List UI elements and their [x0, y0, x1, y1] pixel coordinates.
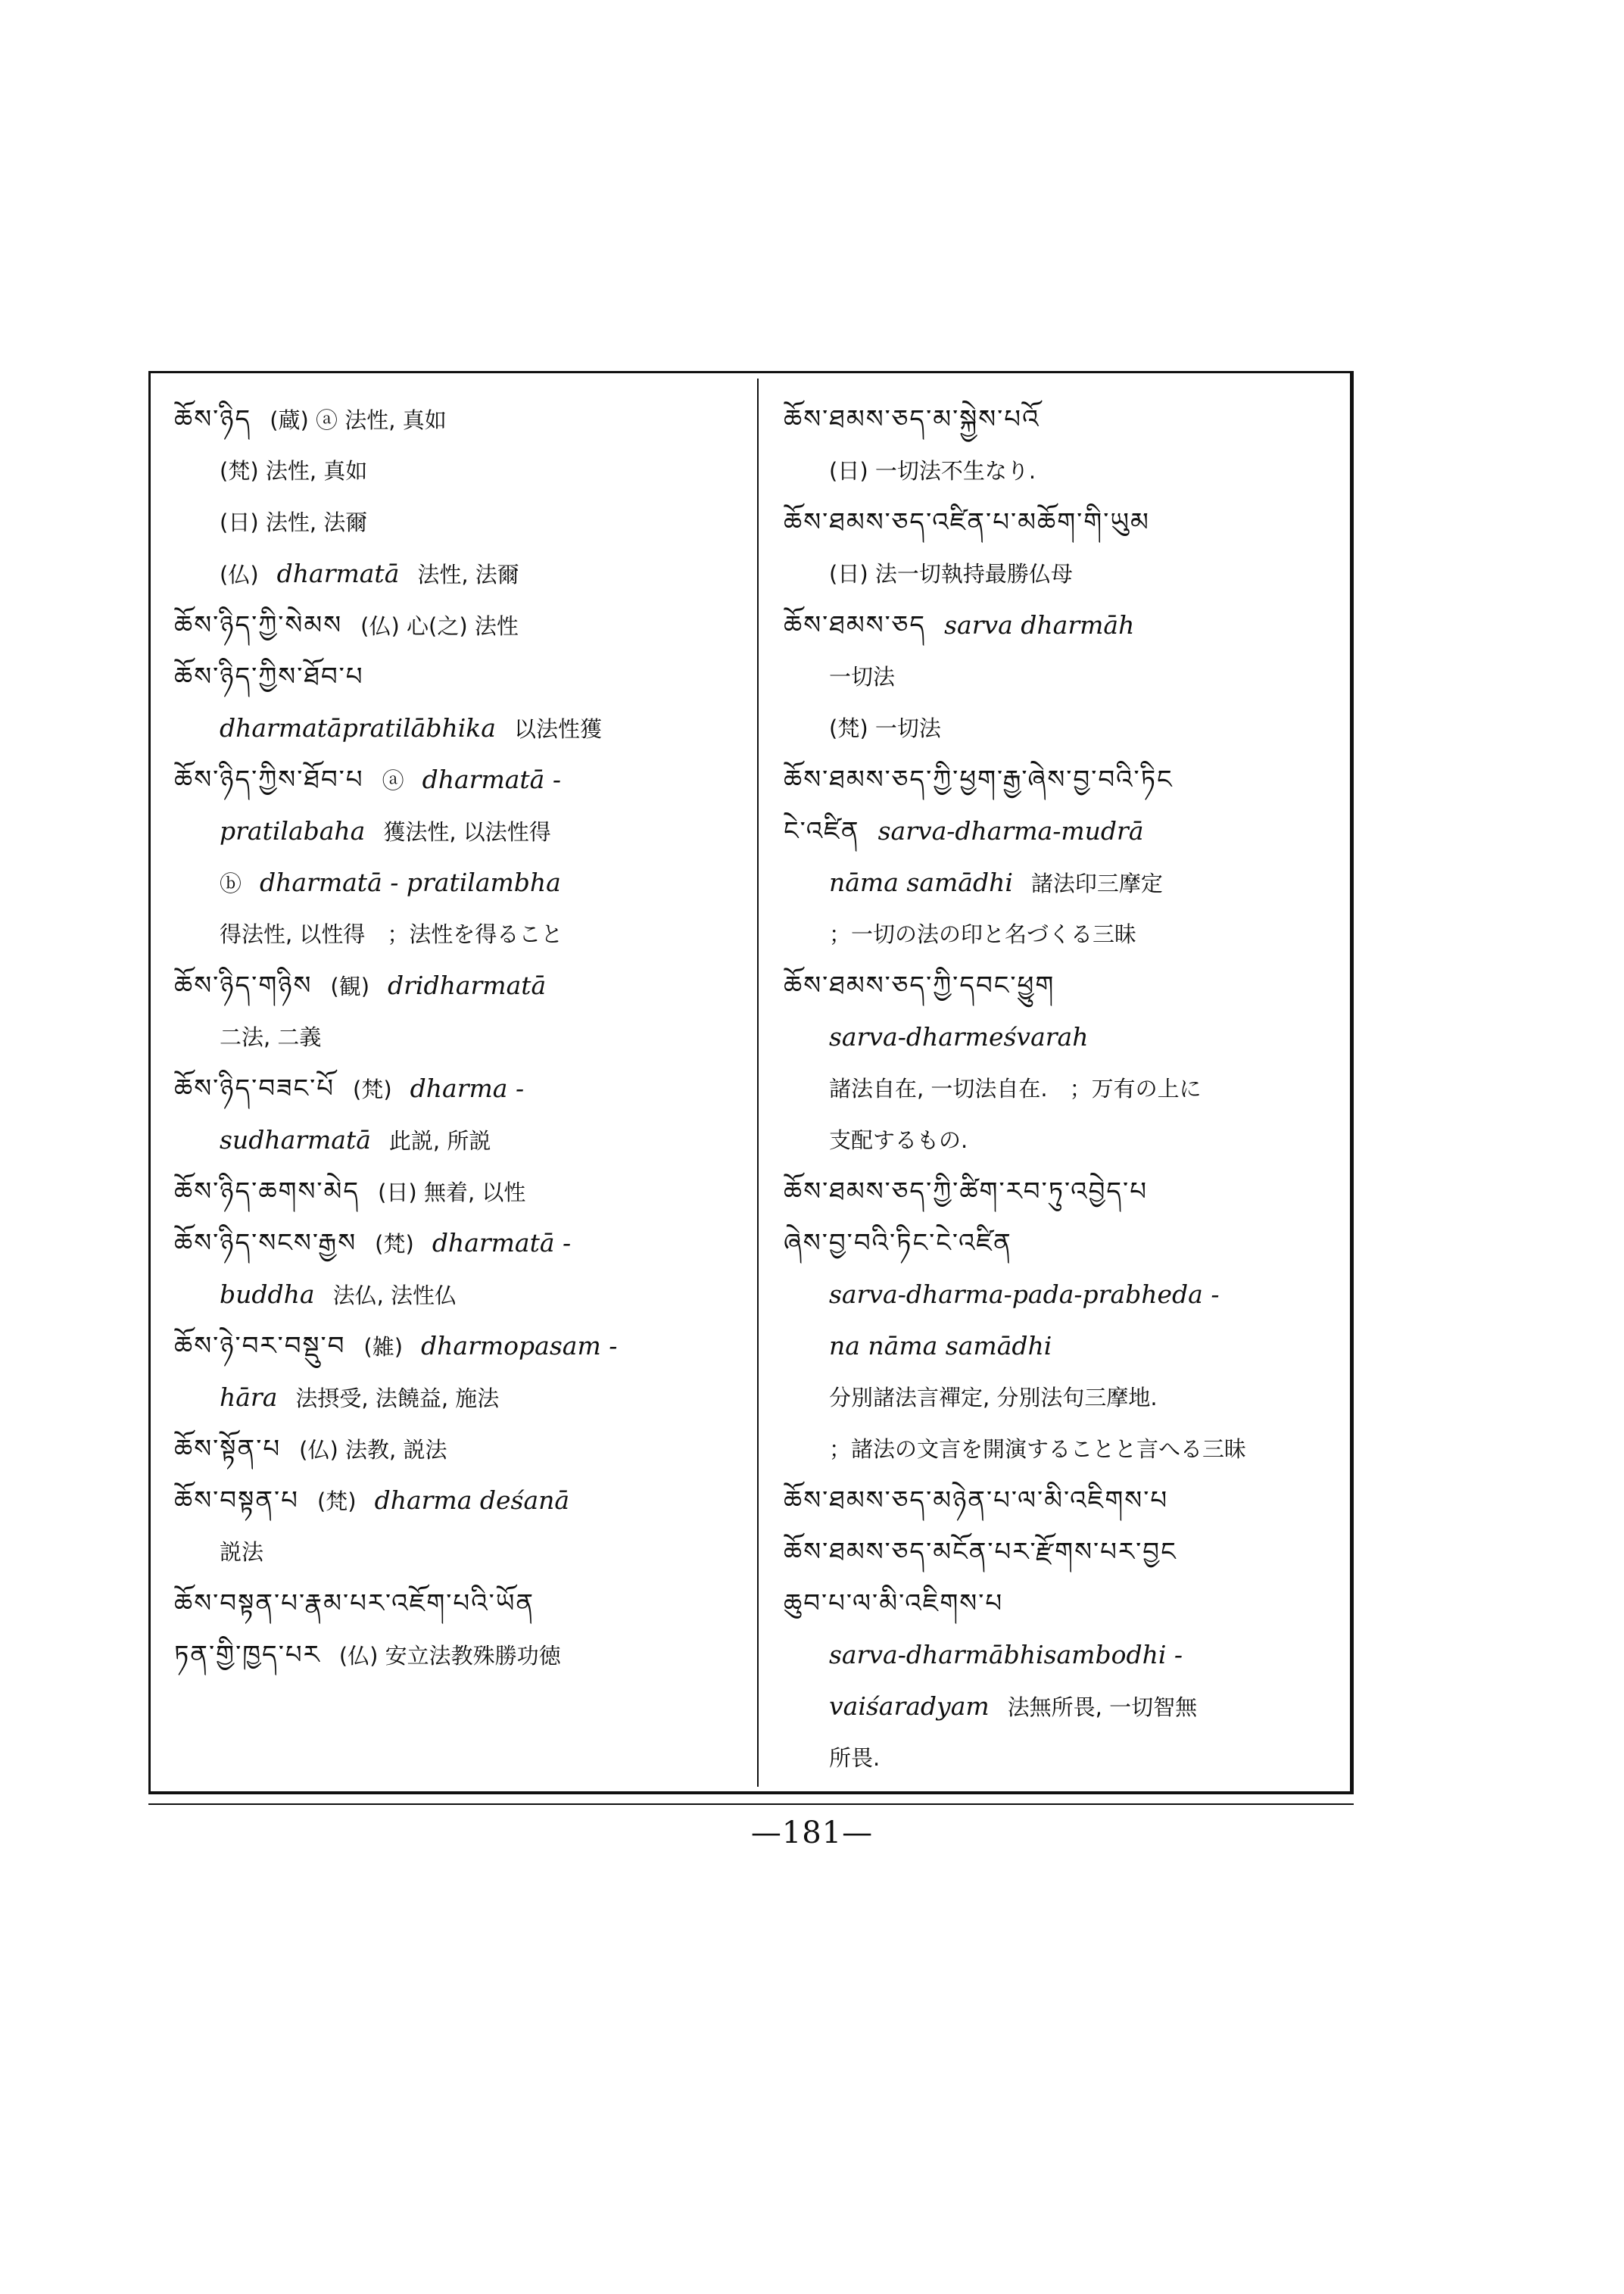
entry-line [174, 1217, 738, 1269]
tibetan-term: ཏན་གྱི་ཁྱད་པར [174, 1640, 321, 1670]
entry-line [174, 1011, 738, 1063]
tibetan-term: ཆོས་ཐམས་ཅད་ཀྱི་དབང་ཕྱུག [784, 971, 1055, 1001]
gloss-text: (雑) [363, 1334, 404, 1360]
entry-line [174, 1629, 738, 1681]
gloss-text: 一切法 [829, 664, 896, 690]
entry-line [784, 703, 1340, 754]
gloss-text: 獲法性, 以法性得 [383, 819, 551, 845]
entry-line [174, 1475, 738, 1526]
sanskrit-term: sudharmatā [220, 1125, 371, 1155]
entry-line [784, 600, 1340, 651]
tibetan-term: ཆོས་སྟོན་པ [174, 1434, 282, 1464]
entry-line [174, 1114, 738, 1166]
tibetan-term: ཆོས་བསྟན་པ་རྣམ་པར་འཇོག་པའི་ཡོན [174, 1588, 535, 1619]
tibetan-term: ཆོས་ཉིད་ཆགས་མེད [174, 1177, 360, 1207]
entry-line [174, 1166, 738, 1217]
entry-line [784, 960, 1340, 1011]
entry-line [784, 1681, 1340, 1732]
tibetan-term: ཆོས་ཉིད་གཉིས [174, 971, 313, 1001]
gloss-text: (日) 無着, 以性 [378, 1180, 526, 1205]
tibetan-term: ཞེས་བྱ་བའི་ཏིང་ངེ་འཛིན [784, 1228, 1012, 1258]
entry-line [174, 600, 738, 651]
tibetan-term: ཆོས་ཉིད་བཟང་པོ [174, 1074, 335, 1104]
tibetan-term: ཆོས་ཐམས་ཅད་མ་སྐྱེས་པའོ [784, 404, 1040, 435]
tibetan-term: ཆོས་ཉིད་ཀྱིས་ཐོབ་པ [174, 662, 364, 692]
gloss-text: (梵) [353, 1077, 392, 1102]
sanskrit-term: dridharmatā [388, 971, 547, 1000]
entry-line [174, 1372, 738, 1423]
gloss-text: 以法性獲 [513, 716, 602, 742]
gloss-text: 分別諸法言禪定, 分別法句三摩地. [829, 1385, 1158, 1410]
entry-line [784, 806, 1340, 857]
tibetan-term: ཆོས་ཐམས་ཅད [784, 610, 927, 641]
sanskrit-term: sarva dharmāh [944, 610, 1135, 640]
entry-line [784, 1166, 1340, 1217]
gloss-text: 法摂受, 法饒益, 施法 [295, 1385, 500, 1411]
gloss-text: (観) [330, 974, 370, 999]
sanskrit-term: dharma deśanā [374, 1485, 570, 1515]
entry-line [174, 703, 738, 754]
sanskrit-term: sarva-dharma-pada-prabheda - [829, 1279, 1220, 1309]
gloss-text: 二法, 二義 [220, 1024, 322, 1050]
sanskrit-term: sarva-dharmeśvarah [829, 1022, 1089, 1052]
gloss-text: 法性, 法爾 [417, 562, 519, 588]
tibetan-term: ཆོས་ཉིད་ཀྱིས་ཐོབ་པ [174, 765, 364, 795]
page-number: —181— [750, 1816, 874, 1850]
sanskrit-term: nāma samādhi [829, 868, 1013, 897]
tibetan-term: ཆོས་བསྟན་པ [174, 1485, 299, 1516]
entry-line [784, 548, 1340, 600]
gloss-text: ⓑ [220, 871, 242, 896]
gloss-text: 此説, 所説 [388, 1128, 491, 1154]
entry-line [784, 1114, 1340, 1166]
entry-line [784, 1629, 1340, 1681]
entry-line [784, 651, 1340, 703]
gloss-text: (梵) 法性, 真如 [220, 458, 368, 484]
entry-line [174, 1320, 738, 1372]
gloss-text: 法無所畏, 一切智無 [1007, 1694, 1198, 1720]
entry-line [784, 1269, 1340, 1320]
entry-line [174, 1423, 738, 1475]
entry-line [784, 857, 1340, 909]
bottom-rule [148, 1803, 1354, 1805]
sanskrit-term: dharmopasam - [421, 1331, 618, 1361]
entry-line [784, 909, 1340, 960]
entry-line [784, 1217, 1340, 1269]
sanskrit-term: dharmatāpratilābhika [220, 713, 496, 743]
entry-line [174, 806, 738, 857]
gloss-text: 所畏. [829, 1745, 881, 1771]
sanskrit-term: sarva-dharma-mudrā [877, 816, 1144, 846]
gloss-text: (蔵) ⓐ 法性, 真如 [270, 407, 447, 433]
entry-line [174, 1526, 738, 1578]
gloss-text: (仏) 安立法教殊勝功徳 [338, 1643, 561, 1669]
gloss-text: (梵) [316, 1488, 357, 1514]
sanskrit-term: dharmatā - pratilambha [260, 868, 561, 897]
tibetan-term: ཆོས་ཐམས་ཅད་ཀྱི་ཚིག་རབ་ཏུ་འབྱེད་པ [784, 1177, 1148, 1207]
gloss-text: (梵) [375, 1231, 414, 1257]
sanskrit-term: pratilabaha [220, 816, 366, 846]
gloss-text: (日) 一切法不生なり. [829, 458, 1036, 484]
sanskrit-term: dharmatā - [422, 765, 561, 794]
gloss-text: 説法 [220, 1539, 264, 1565]
tibetan-term: ཆོས་ཐམས་ཅད་མངོན་པར་རྫོགས་པར་བྱང [784, 1537, 1177, 1567]
entry-line [174, 960, 738, 1011]
gloss-text: 法仏, 法性仏 [332, 1283, 457, 1308]
tibetan-term: ཆོས་ཉིད [174, 404, 252, 435]
entry-line [784, 1578, 1340, 1629]
gloss-text: (仏) 法教, 説法 [299, 1437, 447, 1463]
sanskrit-term: dharmatā - [432, 1228, 572, 1258]
entry-line [174, 548, 738, 600]
gloss-text: (日) 法性, 法爾 [220, 510, 368, 535]
entry-line [174, 445, 738, 497]
left-column [174, 394, 738, 1681]
entry-line [784, 1011, 1340, 1063]
gloss-text: 得法性, 以性得 ；法性を得ること [220, 921, 563, 947]
entry-line [174, 857, 738, 909]
gloss-text: 諸法自在, 一切法自在. ；万有の上に [829, 1076, 1202, 1102]
entry-line [784, 1063, 1340, 1114]
gloss-text: ；諸法の文言を開演することと言へる三昧 [829, 1436, 1247, 1462]
entry-line [174, 394, 738, 445]
sanskrit-term: buddha [220, 1279, 315, 1309]
gloss-text: ；一切の法の印と名づくる三昧 [829, 921, 1137, 947]
entry-line [784, 1372, 1340, 1423]
tibetan-term: ཆོས་ཐམས་ཅད་ཀྱི་ཕྱག་རྒྱ་ཞེས་བྱ་བའི་ཏིང [784, 765, 1174, 795]
sanskrit-term: sarva-dharmābhisambodhi - [829, 1640, 1183, 1669]
sanskrit-term: dharma - [410, 1074, 525, 1103]
entry-line [174, 1578, 738, 1629]
entry-line [174, 497, 738, 548]
sanskrit-term: na nāma samādhi [829, 1331, 1052, 1361]
right-column [784, 394, 1340, 1784]
entry-line [174, 754, 738, 806]
sanskrit-term: dharmatā [276, 559, 400, 588]
tibetan-term: ཆོས་ཐམས་ཅད་འཛིན་པ་མཆོག་གི་ཡུམ [784, 507, 1150, 538]
gloss-text: 諸法印三摩定 [1030, 871, 1163, 896]
entry-line [784, 1320, 1340, 1372]
sanskrit-term: vaiśaradyam [829, 1691, 990, 1721]
gloss-text: ⓐ [382, 768, 404, 793]
entry-line [784, 1732, 1340, 1784]
tibetan-term: ཆོས་ཉིད་ཀྱི་སེམས [174, 610, 343, 641]
tibetan-term: ཆོས་ཉེ་བར་བསྡུ་བ [174, 1331, 346, 1361]
entry-line [784, 1475, 1340, 1526]
tibetan-term: ཆོས་ཐམས་ཅད་མཉེན་པ་ལ་མི་འཇིགས་པ [784, 1485, 1169, 1516]
tibetan-term: ངེ་འཛིན [784, 816, 860, 846]
entry-line [784, 445, 1340, 497]
sanskrit-term: hāra [220, 1382, 278, 1412]
column-divider [757, 379, 759, 1787]
entry-line [784, 1423, 1340, 1475]
entry-line [174, 1063, 738, 1114]
entry-line [174, 651, 738, 703]
entry-line [784, 497, 1340, 548]
entry-line [174, 1269, 738, 1320]
gloss-text: (日) 法一切執持最勝仏母 [829, 561, 1073, 587]
entry-line [784, 754, 1340, 806]
entry-line [784, 1526, 1340, 1578]
gloss-text: (仏) [220, 562, 259, 588]
gloss-text: 支配するもの. [829, 1127, 968, 1153]
gloss-text: (仏) 心(之) 法性 [360, 613, 519, 639]
tibetan-term: ཆུབ་པ་ལ་མི་འཇིགས་པ [784, 1588, 1004, 1619]
entry-line [784, 394, 1340, 445]
gloss-text: (梵) 一切法 [829, 715, 941, 741]
entry-line [174, 909, 738, 960]
tibetan-term: ཆོས་ཉིད་སངས་རྒྱས [174, 1228, 357, 1258]
